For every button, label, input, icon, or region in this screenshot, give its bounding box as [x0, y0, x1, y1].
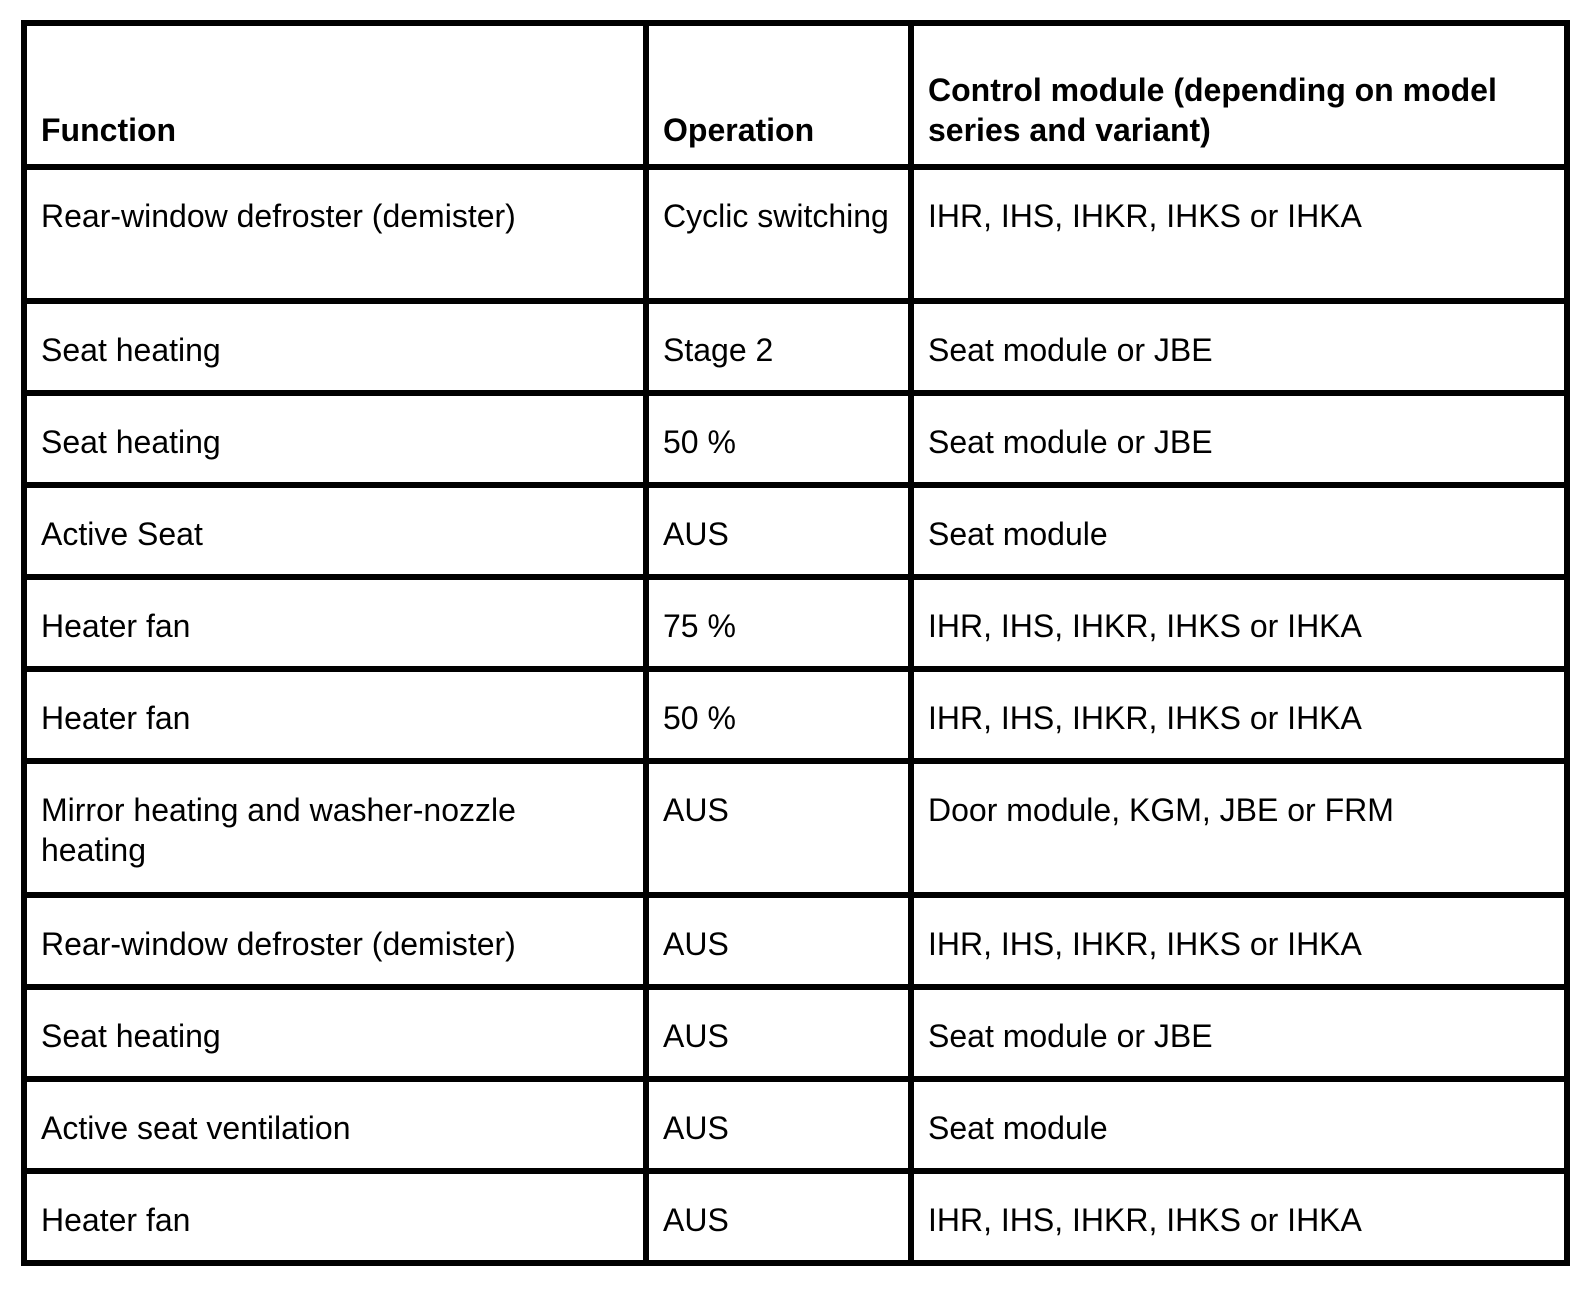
cell-control-module: IHR, IHS, IHKR, IHKS or IHKA: [911, 1171, 1567, 1263]
cell-control-module: Seat module: [911, 485, 1567, 577]
cell-control-module: Seat module or JBE: [911, 393, 1567, 485]
header-control-module: Control module (depending on model series and variant): [911, 23, 1567, 167]
table-row: [24, 1079, 1567, 1171]
cell-function: Rear-window defroster (demister): [24, 895, 646, 987]
cell-function: Mirror heating and washer-nozzle heating: [24, 761, 646, 895]
table-row: [24, 761, 1567, 895]
cell-operation: AUS: [646, 1079, 911, 1171]
cell-operation: Cyclic switching: [646, 167, 911, 301]
cell-operation: AUS: [646, 485, 911, 577]
cell-control-module: IHR, IHS, IHKR, IHKS or IHKA: [911, 669, 1567, 761]
table-row: [24, 167, 1567, 301]
cell-function: Active seat ventilation: [24, 1079, 646, 1171]
table-row: [24, 577, 1567, 669]
cell-control-module: Door module, KGM, JBE or FRM: [911, 761, 1567, 895]
header-row: [24, 23, 1567, 167]
cell-control-module: IHR, IHS, IHKR, IHKS or IHKA: [911, 577, 1567, 669]
cell-control-module: Seat module or JBE: [911, 987, 1567, 1079]
cell-operation: 50 %: [646, 393, 911, 485]
table-row: [24, 895, 1567, 987]
cell-control-module: IHR, IHS, IHKR, IHKS or IHKA: [911, 167, 1567, 301]
cell-control-module: Seat module or JBE: [911, 301, 1567, 393]
header-operation: Operation: [646, 23, 911, 167]
cell-function: Heater fan: [24, 577, 646, 669]
cell-function: Seat heating: [24, 301, 646, 393]
table-row: [24, 1171, 1567, 1263]
table-row: [24, 393, 1567, 485]
cell-function: Heater fan: [24, 669, 646, 761]
cell-operation: Stage 2: [646, 301, 911, 393]
cell-function: Seat heating: [24, 393, 646, 485]
cell-control-module: Seat module: [911, 1079, 1567, 1171]
function-table: [21, 20, 1570, 1266]
cell-operation: AUS: [646, 987, 911, 1079]
cell-function: Active Seat: [24, 485, 646, 577]
cell-function: Rear-window defroster (demister): [24, 167, 646, 301]
table-row: [24, 485, 1567, 577]
cell-control-module: IHR, IHS, IHKR, IHKS or IHKA: [911, 895, 1567, 987]
cell-operation: 75 %: [646, 577, 911, 669]
cell-operation: AUS: [646, 895, 911, 987]
table-row: [24, 301, 1567, 393]
cell-operation: AUS: [646, 1171, 911, 1263]
table-row: [24, 987, 1567, 1079]
cell-function: Heater fan: [24, 1171, 646, 1263]
cell-operation: 50 %: [646, 669, 911, 761]
table-row: [24, 669, 1567, 761]
cell-function: Seat heating: [24, 987, 646, 1079]
cell-operation: AUS: [646, 761, 911, 895]
header-function: Function: [24, 23, 646, 167]
